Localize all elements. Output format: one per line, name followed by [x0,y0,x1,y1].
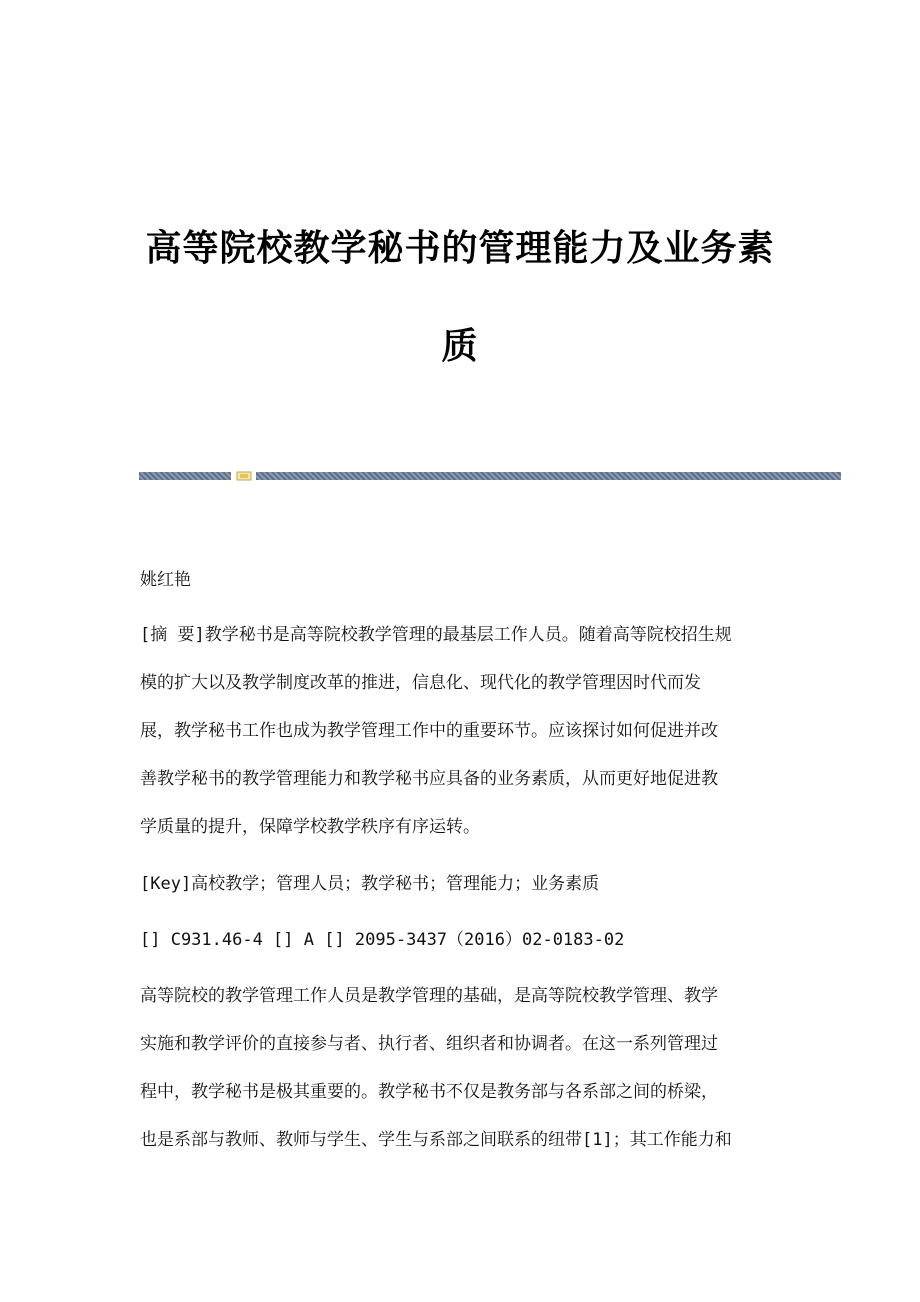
keywords: [Key]高校教学；管理人员；教学秘书；管理能力；业务素质 [140,874,600,894]
abstract-line-2: 模的扩大以及教学制度改革的推进，信息化、现代化的教学管理因时代而发 [140,673,701,693]
body-line-1: 高等院校的教学管理工作人员是教学管理的基础，是高等院校教学管理、教学 [140,986,718,1006]
abstract-line-3: 展，教学秘书工作也成为教学管理工作中的重要环节。应该探讨如何促进并改 [140,721,718,741]
author: 姚红艳 [140,570,191,590]
divider-bar-left [139,472,231,480]
title-divider [139,470,841,482]
title-line-1: 高等院校教学秘书的管理能力及业务素 [145,227,775,269]
body-line-2: 实施和教学评价的直接参与者、执行者、组织者和协调者。在这一系列管理过 [140,1034,718,1054]
classification-info: [] C931.46-4 [] A [] 2095-3437（2016）02-0183-02 [140,930,625,950]
divider-bar-right [256,472,841,480]
body-line-4: 也是系部与教师、教师与学生、学生与系部之间联系的纽带[1]；其工作能力和 [140,1130,732,1150]
title-line-2: 质 [441,325,479,367]
divider-ornament-icon [236,470,252,482]
abstract-line-4: 善教学秘书的教学管理能力和教学秘书应具备的业务素质，从而更好地促进教 [140,769,718,789]
body-line-3: 程中，教学秘书是极其重要的。教学秘书不仅是教务部与各系部之间的桥梁， [140,1082,718,1102]
abstract-line-5: 学质量的提升，保障学校教学秩序有序运转。 [140,817,480,837]
abstract-line-1: [摘 要]教学秘书是高等院校教学管理的最基层工作人员。随着高等院校招生规 [140,625,732,645]
